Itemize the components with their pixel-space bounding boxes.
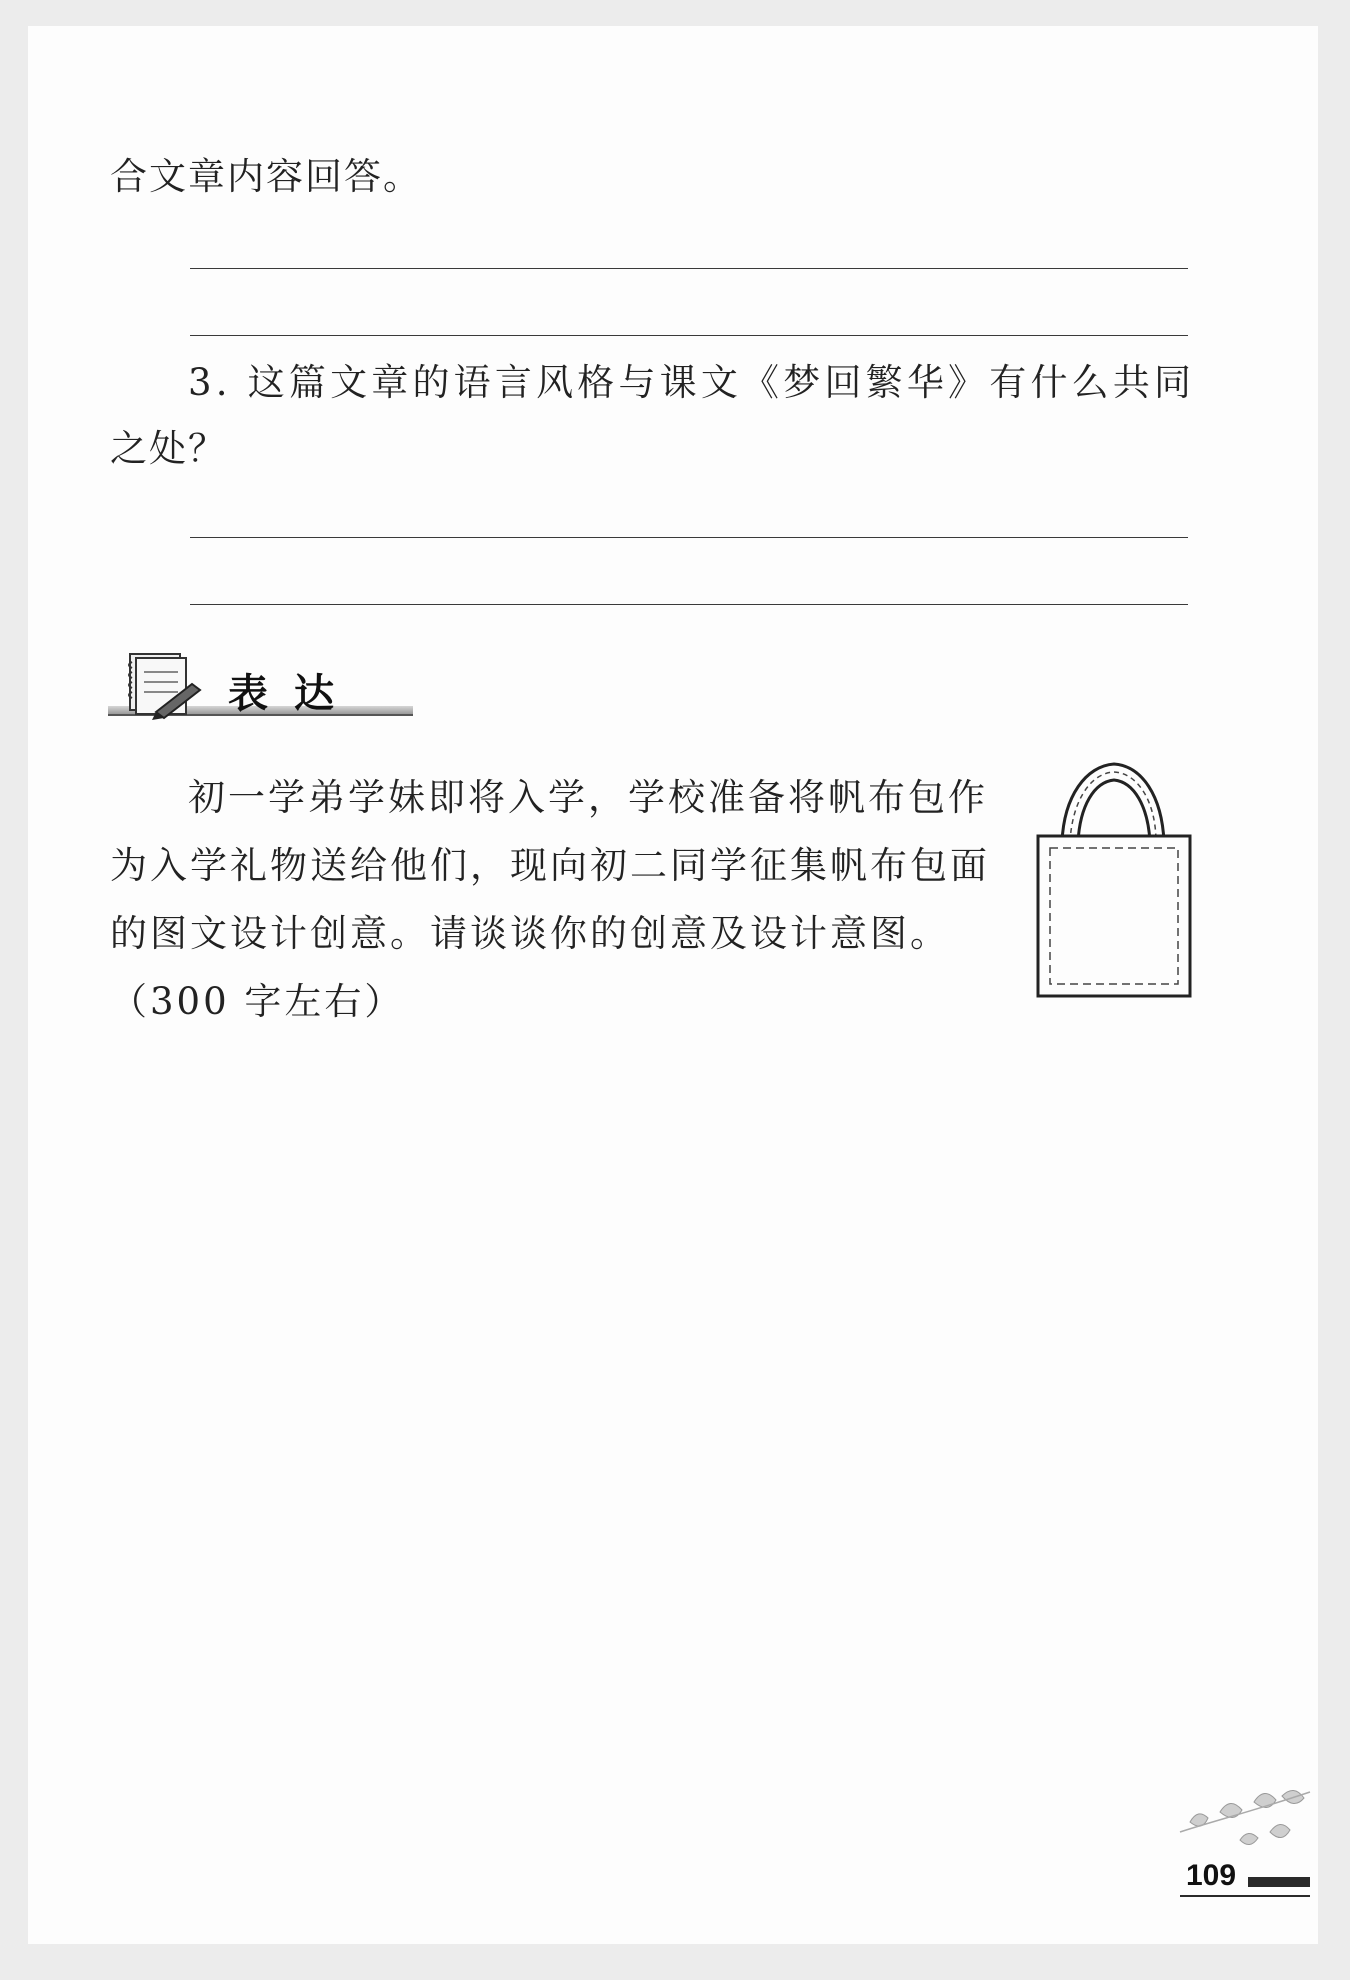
page-number: 109	[1186, 1859, 1237, 1892]
prompt-line: 的图文设计创意。请谈谈你的创意及设计意图。	[110, 912, 950, 955]
prompt-line: 为入学礼物送给他们，现向初二同学征集帆布包面	[110, 844, 990, 887]
page-number-underline	[1180, 1895, 1310, 1897]
question-3-line-1: 3. 这篇文章的语言风格与课文《梦回繁华》有什么共同	[188, 361, 1196, 404]
answer-line[interactable]	[190, 537, 1188, 538]
prompt-line: （300 字左右）	[110, 980, 405, 1023]
tote-bag-illustration	[1034, 756, 1194, 1006]
section-title: 表达	[228, 671, 360, 717]
page-number-bar	[1248, 1877, 1310, 1887]
question-3-line-2: 之处？	[110, 427, 227, 470]
prompt-line: 初一学弟学妹即将入学，学校准备将帆布包作	[188, 776, 988, 819]
leaf-vine-decoration	[1170, 1782, 1320, 1867]
question-2-continuation: 合文章内容回答。	[110, 155, 422, 198]
answer-line[interactable]	[190, 604, 1188, 605]
writing-prompt	[110, 764, 990, 1036]
section-header	[108, 650, 413, 722]
answer-line[interactable]	[190, 335, 1188, 336]
answer-line[interactable]	[190, 268, 1188, 269]
